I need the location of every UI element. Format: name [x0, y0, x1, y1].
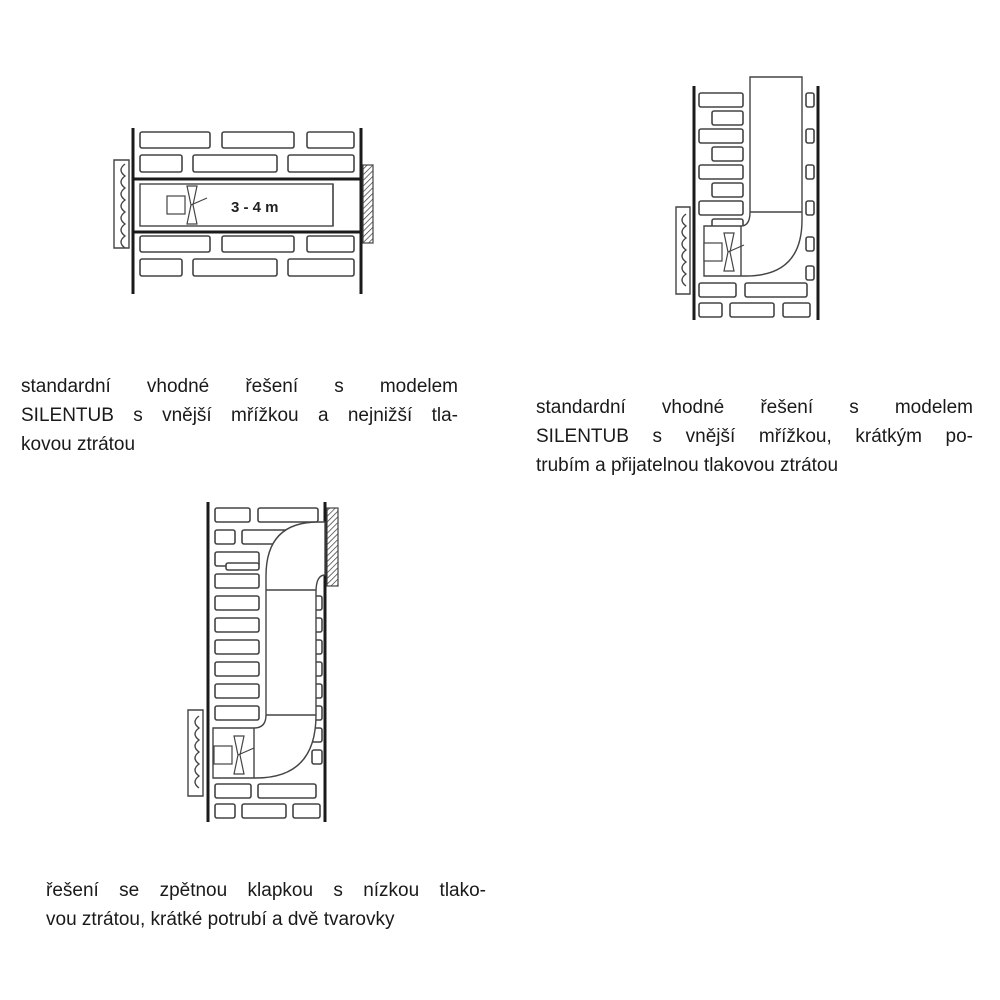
caption-line: SILENTUB s vnější mřížkou, krátkým po- [536, 426, 973, 447]
figure-3-caption [46, 876, 486, 934]
figure-1-straight-duct [114, 128, 373, 294]
caption-line: SILENTUB s vnější mřížkou a nejnižší tla- [21, 405, 458, 426]
figure-3-two-elbows [188, 502, 338, 822]
caption-line: vou ztrátou, krátké potrubí a dvě tvarovky [46, 909, 395, 930]
caption-line: kovou ztrátou [21, 434, 136, 455]
caption-line: standardní vhodné řešení s modelem [21, 376, 458, 397]
brick-wall-upper [140, 132, 354, 172]
brick-wall-lower [140, 236, 354, 276]
caption-line: trubím a přijatelnou tlakovou ztrátou [536, 455, 839, 476]
figure-1-caption [21, 372, 458, 459]
figure-2-short-duct [676, 77, 818, 320]
caption-line: řešení se zpětnou klapkou s nízkou tlako- [46, 880, 486, 901]
caption-line: standardní vhodné řešení s modelem [536, 397, 973, 418]
figure-2-caption [536, 393, 973, 480]
distance-label: 3 - 4 m [231, 199, 279, 216]
